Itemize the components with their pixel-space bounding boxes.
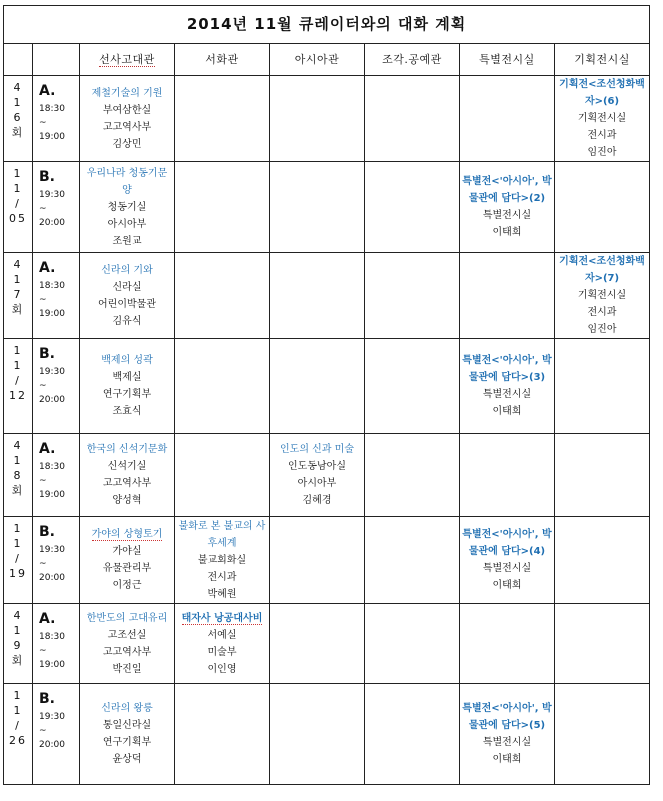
time-slot bbox=[33, 162, 80, 253]
talk-title bbox=[272, 441, 362, 458]
empty-cell bbox=[365, 253, 460, 339]
time-slot bbox=[33, 253, 80, 339]
session-date-char: 1 bbox=[13, 704, 23, 717]
session-number-char: 회 bbox=[11, 303, 25, 316]
talk-detail: 고고역사부 bbox=[102, 478, 152, 489]
session-number-char: 회 bbox=[11, 126, 25, 139]
talk-cell bbox=[460, 517, 555, 604]
slot-time: 18:30 bbox=[39, 104, 65, 114]
talk-title-text: 기획전<조선청화백자>(6) bbox=[559, 79, 645, 107]
talk-detail: 특별전시실 bbox=[482, 210, 532, 221]
talk-title bbox=[177, 610, 267, 627]
curator-name: 이태희 bbox=[492, 227, 522, 238]
session-date-char: / bbox=[15, 197, 21, 210]
talk-title bbox=[462, 173, 552, 207]
slot-time: 19:00 bbox=[39, 490, 65, 500]
curator-name: 조원교 bbox=[112, 235, 142, 247]
schedule-row bbox=[4, 434, 650, 517]
talk-cell bbox=[80, 339, 175, 434]
session-number-char: 8 bbox=[13, 469, 23, 482]
session-date-char: 19 bbox=[9, 567, 27, 580]
talk-detail: 전시과 bbox=[587, 307, 617, 318]
talk-title bbox=[557, 76, 647, 110]
talk-detail: 아시아부 bbox=[297, 478, 337, 489]
slot-time: ~ bbox=[39, 726, 47, 736]
empty-cell bbox=[175, 162, 270, 253]
schedule-row bbox=[4, 339, 650, 434]
empty-cell bbox=[555, 162, 650, 253]
talk-detail: 연구기획부 bbox=[102, 737, 152, 748]
empty-cell bbox=[365, 684, 460, 785]
talk-title-text: 가야의 상형토기 bbox=[91, 529, 163, 540]
talk-cell bbox=[80, 253, 175, 339]
header-gallery-5: 기획전시실 bbox=[555, 44, 650, 76]
time-slot bbox=[33, 339, 80, 434]
empty-cell bbox=[555, 339, 650, 434]
talk-detail: 특별전시실 bbox=[482, 737, 532, 748]
slot-time: ~ bbox=[39, 476, 47, 486]
slot-time: 19:30 bbox=[39, 190, 65, 200]
slot-letter: A. bbox=[39, 611, 56, 627]
talk-cell bbox=[555, 253, 650, 339]
session-number-char: 회 bbox=[11, 654, 25, 667]
talk-cell bbox=[460, 162, 555, 253]
slot-time: 19:30 bbox=[39, 367, 65, 377]
empty-cell bbox=[175, 253, 270, 339]
slot-letter: A. bbox=[39, 83, 56, 99]
schedule-row bbox=[4, 517, 650, 604]
slot-letter: A. bbox=[39, 260, 56, 276]
talk-title-text: 기획전<조선청화백자>(7) bbox=[559, 256, 645, 284]
talk-title bbox=[557, 253, 647, 287]
talk-title-text: 인도의 신과 미술 bbox=[280, 444, 354, 455]
empty-cell bbox=[270, 604, 365, 684]
talk-detail: 백제실 bbox=[112, 372, 142, 383]
empty-cell bbox=[365, 434, 460, 517]
empty-cell bbox=[365, 339, 460, 434]
time-slot bbox=[33, 604, 80, 684]
talk-detail: 청동기실 bbox=[107, 201, 147, 213]
talk-title bbox=[82, 165, 172, 199]
session-number bbox=[4, 253, 33, 339]
session-number-char: 4 bbox=[13, 609, 23, 622]
talk-cell bbox=[175, 604, 270, 684]
talk-title bbox=[82, 700, 172, 717]
schedule-row bbox=[4, 162, 650, 253]
slot-time: 18:30 bbox=[39, 462, 65, 472]
session-date bbox=[4, 339, 33, 434]
session-date-char: 1 bbox=[13, 689, 23, 702]
talk-cell bbox=[80, 162, 175, 253]
slot-time: 20:00 bbox=[39, 218, 65, 228]
table-title: 2014년 11월 큐레이터와의 대화 계획 bbox=[4, 6, 650, 44]
empty-cell bbox=[365, 76, 460, 162]
talk-title-text: 한반도의 고대유리 bbox=[86, 612, 168, 624]
talk-detail: 기획전시실 bbox=[577, 113, 627, 124]
empty-cell bbox=[555, 517, 650, 604]
session-date-char: / bbox=[15, 719, 21, 732]
session-number-char: 9 bbox=[13, 639, 23, 652]
talk-cell bbox=[555, 76, 650, 162]
curator-name: 이태희 bbox=[492, 754, 522, 765]
talk-detail: 고고역사부 bbox=[102, 646, 152, 658]
talk-title-text: 특별전<'아시아', 박물관에 담다>(4) bbox=[462, 529, 552, 557]
talk-title bbox=[82, 526, 172, 543]
slot-time: 20:00 bbox=[39, 573, 65, 583]
slot-time: 19:00 bbox=[39, 132, 65, 142]
talk-title-text: 백제의 성곽 bbox=[101, 355, 153, 366]
slot-time: 18:30 bbox=[39, 632, 65, 642]
header-gallery-1: 서화관 bbox=[175, 44, 270, 76]
talk-detail: 신석기실 bbox=[107, 461, 147, 472]
talk-cell bbox=[80, 76, 175, 162]
session-number-char: 6 bbox=[13, 111, 23, 124]
empty-cell bbox=[175, 434, 270, 517]
empty-cell bbox=[270, 253, 365, 339]
header-gallery-2: 아시아관 bbox=[270, 44, 365, 76]
schedule-row bbox=[4, 253, 650, 339]
talk-detail: 서예실 bbox=[207, 629, 237, 641]
header-gallery-4: 특별전시실 bbox=[460, 44, 555, 76]
empty-cell bbox=[555, 434, 650, 517]
talk-detail: 어린이박물관 bbox=[98, 298, 156, 310]
talk-title-text: 태자사 낭공대사비 bbox=[181, 612, 263, 624]
slot-time: 20:00 bbox=[39, 395, 65, 405]
session-date-char: 1 bbox=[13, 537, 23, 550]
slot-time: 18:30 bbox=[39, 281, 65, 291]
header-corner-slot bbox=[33, 44, 80, 76]
empty-cell bbox=[460, 434, 555, 517]
session-number-char: 1 bbox=[13, 273, 23, 286]
empty-cell bbox=[555, 604, 650, 684]
empty-cell bbox=[270, 76, 365, 162]
talk-detail: 연구기획부 bbox=[102, 389, 152, 400]
slot-letter: A. bbox=[39, 441, 56, 457]
session-date-char: 1 bbox=[13, 359, 23, 372]
session-date-char: 05 bbox=[9, 212, 27, 225]
talk-detail: 통일신라실 bbox=[102, 720, 152, 731]
session-date-char: 1 bbox=[13, 522, 23, 535]
session-date-char: 12 bbox=[9, 389, 27, 402]
talk-detail: 전시과 bbox=[207, 571, 237, 583]
curator-name: 박진일 bbox=[112, 663, 142, 675]
curator-name: 임진아 bbox=[587, 324, 617, 335]
curator-name: 양성혁 bbox=[112, 495, 142, 506]
talk-detail: 전시과 bbox=[587, 130, 617, 141]
talk-cell bbox=[270, 434, 365, 517]
talk-detail: 가야실 bbox=[112, 546, 142, 557]
empty-cell bbox=[460, 604, 555, 684]
session-date-char: / bbox=[15, 552, 21, 565]
session-date-char: 1 bbox=[13, 344, 23, 357]
talk-detail: 유물관리부 bbox=[102, 563, 152, 574]
slot-letter: B. bbox=[39, 691, 55, 707]
talk-cell bbox=[460, 339, 555, 434]
talk-cell bbox=[175, 517, 270, 604]
time-slot bbox=[33, 434, 80, 517]
session-number-char: 1 bbox=[13, 454, 23, 467]
time-slot bbox=[33, 517, 80, 604]
session-number bbox=[4, 76, 33, 162]
talk-title bbox=[462, 352, 552, 386]
talk-cell bbox=[460, 684, 555, 785]
empty-cell bbox=[365, 517, 460, 604]
slot-letter: B. bbox=[39, 524, 55, 540]
curator-name: 이인영 bbox=[207, 663, 237, 675]
session-number bbox=[4, 434, 33, 517]
curator-name: 이태희 bbox=[492, 406, 522, 417]
slot-time: ~ bbox=[39, 646, 47, 656]
curator-name: 임진아 bbox=[587, 147, 617, 158]
session-number-char: 4 bbox=[13, 258, 23, 271]
header-corner-session bbox=[4, 44, 33, 76]
talk-detail: 기획전시실 bbox=[577, 290, 627, 301]
session-number-char: 1 bbox=[13, 96, 23, 109]
empty-cell bbox=[270, 162, 365, 253]
talk-cell bbox=[80, 604, 175, 684]
empty-cell bbox=[555, 684, 650, 785]
talk-title bbox=[82, 352, 172, 369]
empty-cell bbox=[270, 517, 365, 604]
schedule-row bbox=[4, 604, 650, 684]
empty-cell bbox=[175, 684, 270, 785]
session-date bbox=[4, 684, 33, 785]
talk-detail: 특별전시실 bbox=[482, 389, 532, 400]
slot-time: ~ bbox=[39, 118, 47, 128]
talk-title-text: 불화로 본 불교의 사후세계 bbox=[178, 520, 266, 549]
session-number-char: 7 bbox=[13, 288, 23, 301]
curator-name: 김상민 bbox=[112, 138, 142, 150]
talk-cell bbox=[80, 684, 175, 785]
talk-title bbox=[82, 610, 172, 627]
talk-title bbox=[82, 85, 172, 102]
curator-name: 김혜경 bbox=[302, 495, 332, 506]
talk-title-text: 한국의 신석기문화 bbox=[86, 444, 168, 455]
session-date bbox=[4, 517, 33, 604]
talk-title bbox=[82, 441, 172, 458]
session-number-char: 4 bbox=[13, 81, 23, 94]
curator-name: 조효식 bbox=[112, 406, 142, 417]
talk-title-text: 신라의 왕릉 bbox=[101, 703, 153, 714]
session-date-char: / bbox=[15, 374, 21, 387]
talk-title-text: 신라의 기와 bbox=[101, 264, 153, 276]
talk-title-text: 특별전<'아시아', 박물관에 담다>(5) bbox=[462, 703, 552, 731]
talk-title bbox=[82, 262, 172, 279]
talk-title-text: 특별전<'아시아', 박물관에 담다>(3) bbox=[462, 355, 552, 383]
talk-detail: 불교회화실 bbox=[197, 554, 247, 566]
curator-name: 이태희 bbox=[492, 580, 522, 591]
empty-cell bbox=[175, 76, 270, 162]
empty-cell bbox=[270, 684, 365, 785]
curator-name: 박혜원 bbox=[207, 588, 237, 600]
empty-cell bbox=[365, 162, 460, 253]
slot-time: ~ bbox=[39, 559, 47, 569]
time-slot bbox=[33, 684, 80, 785]
empty-cell bbox=[460, 253, 555, 339]
session-number-char: 회 bbox=[11, 484, 25, 497]
slot-letter: B. bbox=[39, 346, 55, 362]
header-gallery-0: 선사고대관 bbox=[80, 44, 175, 76]
talk-title bbox=[177, 518, 267, 552]
talk-detail: 부여삼한실 bbox=[102, 104, 152, 116]
talk-detail: 인도동남아실 bbox=[288, 461, 346, 472]
empty-cell bbox=[460, 76, 555, 162]
schedule-sheet bbox=[3, 5, 649, 795]
schedule-row bbox=[4, 76, 650, 162]
talk-cell bbox=[80, 434, 175, 517]
curator-name: 이정근 bbox=[112, 580, 142, 591]
session-date bbox=[4, 162, 33, 253]
talk-title-text: 제철기술의 기원 bbox=[91, 87, 163, 99]
slot-time: 20:00 bbox=[39, 740, 65, 750]
header-row bbox=[4, 44, 650, 76]
talk-detail: 특별전시실 bbox=[482, 563, 532, 574]
session-number bbox=[4, 604, 33, 684]
talk-title-text: 특별전<'아시아', 박물관에 담다>(2) bbox=[462, 176, 552, 204]
slot-time: 19:30 bbox=[39, 712, 65, 722]
slot-time: ~ bbox=[39, 295, 47, 305]
session-date-char: 1 bbox=[13, 182, 23, 195]
session-date-char: 1 bbox=[13, 167, 23, 180]
schedule-table bbox=[3, 5, 650, 785]
talk-title-text: 우리나라 청동기문양 bbox=[86, 167, 168, 196]
empty-cell bbox=[270, 339, 365, 434]
session-date-char: 26 bbox=[9, 734, 27, 747]
slot-time: ~ bbox=[39, 204, 47, 214]
slot-letter: B. bbox=[39, 169, 55, 185]
talk-detail: 고고역사부 bbox=[102, 121, 152, 133]
session-number-char: 1 bbox=[13, 624, 23, 637]
talk-detail: 고조선실 bbox=[107, 629, 147, 641]
slot-time: 19:00 bbox=[39, 660, 65, 670]
talk-cell bbox=[80, 517, 175, 604]
empty-cell bbox=[175, 339, 270, 434]
curator-name: 김유식 bbox=[112, 315, 142, 327]
session-number-char: 4 bbox=[13, 439, 23, 452]
talk-detail: 미술부 bbox=[207, 646, 237, 658]
slot-time: ~ bbox=[39, 381, 47, 391]
schedule-row bbox=[4, 684, 650, 785]
time-slot bbox=[33, 76, 80, 162]
empty-cell bbox=[365, 604, 460, 684]
slot-time: 19:30 bbox=[39, 545, 65, 555]
slot-time: 19:00 bbox=[39, 309, 65, 319]
header-gallery-3: 조각.공예관 bbox=[365, 44, 460, 76]
talk-title bbox=[462, 700, 552, 734]
curator-name: 윤상덕 bbox=[112, 754, 142, 765]
talk-detail: 신라실 bbox=[112, 281, 142, 293]
talk-title bbox=[462, 526, 552, 560]
talk-detail: 아시아부 bbox=[107, 218, 147, 230]
